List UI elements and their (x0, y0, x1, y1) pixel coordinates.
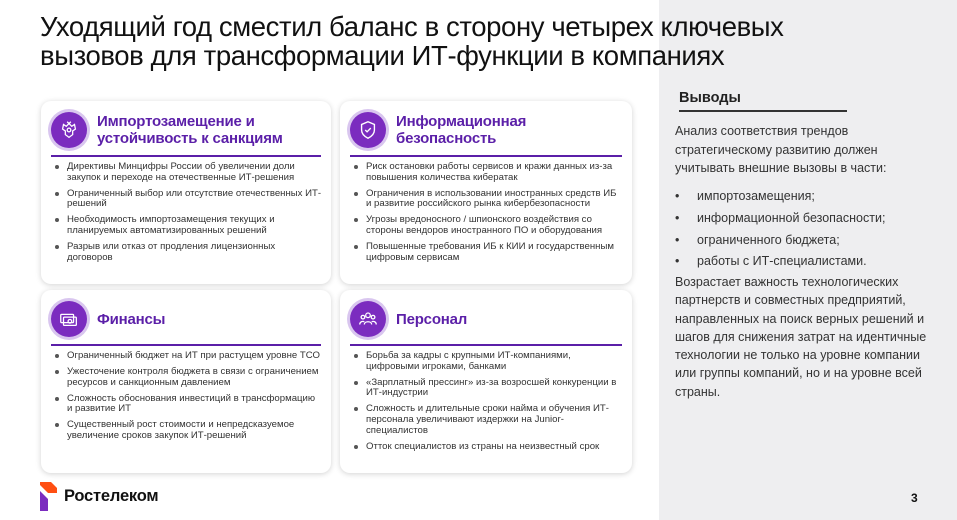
card-divider (51, 344, 321, 346)
list-item: Ограничения в использовании иностранных средств ИБ и развитие российского рынка кибербезопасности (350, 189, 624, 210)
card-information-security (340, 101, 632, 284)
list-item: • ограниченного бюджета; (675, 230, 937, 252)
list-item: Борьба за кадры с крупными ИТ-компаниями, цифровыми игроками, банками (350, 351, 624, 372)
card-finance (41, 290, 331, 473)
list-item: «Зарплатный прессинг» из-за возросшей конкуренции в ИТ-индустрии (350, 378, 624, 399)
card-title (396, 311, 467, 328)
card-header (51, 109, 321, 151)
list-item: • информационной безопасности; (675, 208, 937, 230)
conclusions-underline (679, 110, 847, 112)
page-number: 3 (911, 491, 918, 505)
card-bullet-list (51, 351, 323, 447)
list-item: Существенный рост стоимости и непредсказуемое увеличение сроков закупок ИТ-решений (51, 420, 323, 441)
list-item: • работы с ИТ-специалистами. (675, 251, 937, 273)
list-item: Директивы Минцифры России об увеличении доли закупок и переходе на отечественные ИТ-решения (51, 162, 323, 183)
card-bullet-list (350, 351, 624, 458)
logo-text: Ростелеком (64, 487, 159, 505)
list-item: Разрыв или отказ от продления лицензионных договоров (51, 242, 323, 263)
card-divider (350, 344, 622, 346)
card-header (350, 298, 622, 340)
logo-mark-icon (40, 482, 57, 511)
list-item: Ограниченный бюджет на ИТ при растущем уровне ТСО (51, 351, 323, 362)
money-icon (51, 301, 87, 337)
list-item: Угрозы вредоносного / шпионского воздействия со стороны вендоров иностранного ПО и оборудования (350, 215, 624, 236)
card-title-line1: Персонал (396, 310, 468, 328)
card-title-line1: Финансы (97, 310, 166, 328)
card-title-line1: Информационная безопасность (396, 113, 527, 147)
card-title (97, 311, 165, 328)
list-item: Сложность и длительные сроки найма и обучения ИТ-персонала увеличивают издержки на Junior-специалистов (350, 404, 624, 436)
card-bullet-list (51, 162, 323, 269)
conclusions-text: Возрастает важность технологических партнерств и совместных предприятий, направленных на поиск верных решений и шагов для снижения затрат на идентичные технологии не только на уровне компании или группы компаний, но и на уровне всей страны. (675, 275, 927, 399)
page-title (40, 12, 840, 70)
conclusions-heading: Выводы (679, 90, 741, 106)
card-divider (51, 155, 321, 157)
card-title (97, 113, 283, 147)
conclusions-intro: Анализ соответствия трендов стратегическому развитию должен учитывать внешние вызовы в части: (675, 124, 887, 175)
list-item: • импортозамещения; (675, 186, 937, 208)
list-item: Ужесточение контроля бюджета в связи с ограничением ресурсов и санкционным давлением (51, 367, 323, 388)
eagle-emblem-icon (51, 112, 87, 148)
card-bullet-list (350, 162, 624, 269)
card-divider (350, 155, 622, 157)
card-title-line2: устойчивость к санкциям (97, 130, 283, 147)
list-item: Ограниченный выбор или отсутствие отечественных ИТ-решений (51, 189, 323, 210)
card-header (51, 298, 321, 340)
shield-icon (350, 112, 386, 148)
card-personnel (340, 290, 632, 473)
page-title-line2: вызовов для трансформации ИТ-функции в компаниях (40, 40, 725, 71)
list-item: Отток специалистов из страны на неизвестный срок (350, 442, 624, 453)
list-item: Повышенные требования ИБ к КИИ и государственным цифровым сервисам (350, 242, 624, 263)
page-title-line1: Уходящий год сместил баланс в сторону четырех ключевых (40, 11, 784, 42)
list-item: Риск остановки работы сервисов и кражи данных из-за повышения количества кибератак (350, 162, 624, 183)
rostelecom-logo (40, 482, 158, 511)
conclusions-list (675, 186, 937, 273)
card-import-substitution (41, 101, 331, 284)
people-icon (350, 301, 386, 337)
list-item: Необходимость импортозамещения текущих и планируемых автоматизированных решений (51, 215, 323, 236)
card-title-line1: Импортозамещение и (97, 113, 255, 130)
card-title (396, 113, 622, 147)
list-item: Сложность обоснования инвестиций в трансформацию и развитие ИТ (51, 394, 323, 415)
card-header (350, 109, 622, 151)
